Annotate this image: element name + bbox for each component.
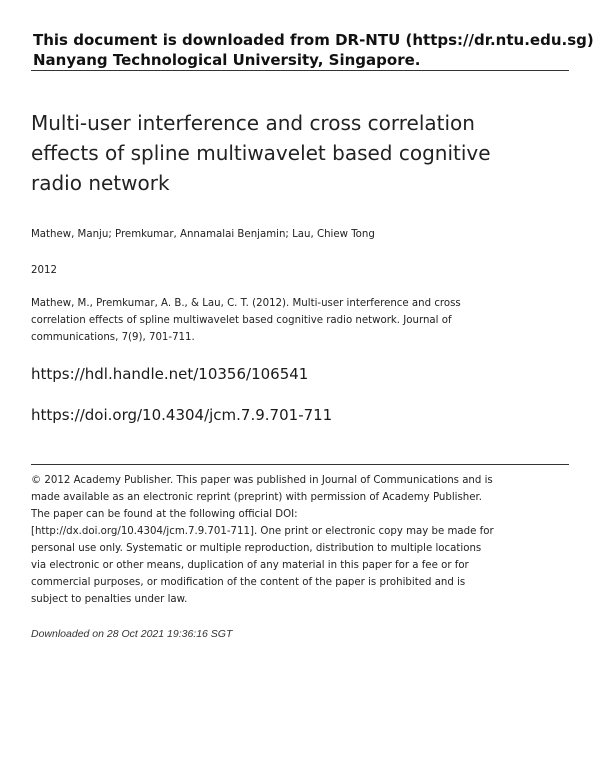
rights-line: [http://dx.doi.org/10.4304/jcm.7.9.701-711]. One print or electronic copy may be made for <box>31 526 494 537</box>
rights-line: personal use only. Systematic or multiple reproduction, distribution to multiple locations <box>31 543 482 554</box>
rights-line: subject to penalties under law. <box>31 594 188 605</box>
paper-title <box>31 108 501 198</box>
rights-line: made available as an electronic reprint (preprint) with permission of Academy Publisher. <box>31 492 483 503</box>
author-list: Mathew, Manju; Premkumar, Annamalai Benjamin; Lau, Chiew Tong <box>31 229 375 240</box>
doi-link[interactable]: https://doi.org/10.4304/jcm.7.9.701-711 <box>31 406 333 424</box>
rights-line: The paper can be found at the following official DOI: <box>31 509 298 520</box>
publication-year: 2012 <box>31 265 57 276</box>
citation-line: correlation effects of spline multiwavelet based cognitive radio network. Journal of <box>31 315 452 326</box>
citation <box>31 295 461 346</box>
citation-line: communications, 7(9), 701-711. <box>31 332 195 343</box>
handle-link[interactable]: https://hdl.handle.net/10356/106541 <box>31 365 309 383</box>
paper-title-line: effects of spline multiwavelet based cognitive <box>31 141 491 165</box>
rights-line: via electronic or other means, duplication of any material in this paper for a fee or for <box>31 560 469 571</box>
rights-line: © 2012 Academy Publisher. This paper was published in Journal of Communications and is <box>31 475 493 486</box>
header-divider <box>31 70 569 71</box>
institution-name: Nanyang Technological University, Singapore. <box>33 51 421 69</box>
paper-title-line: radio network <box>31 171 170 195</box>
repository-notice: This document is downloaded from DR-NTU (https://dr.ntu.edu.sg) <box>33 31 594 49</box>
rights-line: commercial purposes, or modification of the content of the paper is prohibited and is <box>31 577 466 588</box>
citation-line: Mathew, M., Premkumar, A. B., & Lau, C. T. (2012). Multi-user interference and cross <box>31 298 461 309</box>
repository-header <box>33 30 594 70</box>
paper-title-line: Multi-user interference and cross correlation <box>31 111 475 135</box>
rights-statement <box>31 472 494 608</box>
rights-divider <box>31 464 569 465</box>
download-timestamp: Downloaded on 28 Oct 2021 19:36:16 SGT <box>31 628 233 640</box>
